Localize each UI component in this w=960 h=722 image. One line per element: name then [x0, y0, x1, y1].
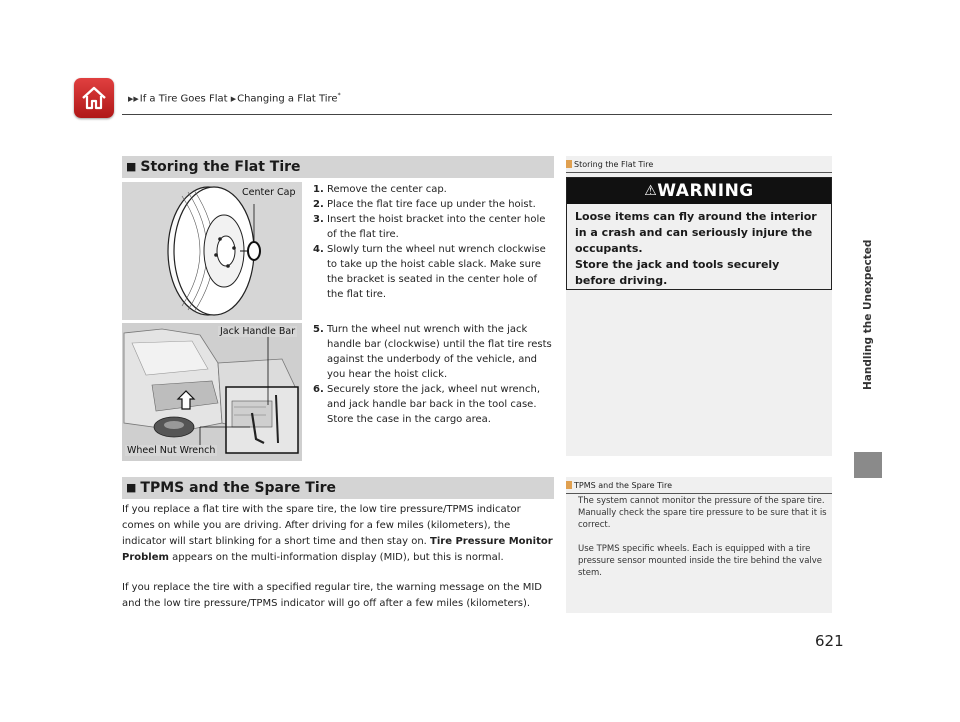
tpms-problem-message: Tire Pressure Monitor Problem	[122, 536, 553, 563]
chapter-tab-marker[interactable]	[854, 452, 882, 478]
home-icon	[80, 84, 108, 112]
square-bullet-icon: ■	[126, 160, 137, 173]
square-bullet-icon: ■	[126, 481, 137, 494]
tpms-note-text: The system cannot monitor the pressure of the spare tire. Manually check the spare tire pressure to be sure that it is correct. Use TPMS specific wheels. Each is equipped with a tire pressure sensor mounted inside the tire behind the valve stem.	[578, 496, 827, 578]
step-item: 5. Turn the wheel nut wrench with the jack handle bar (clockwise) until the flat tire rests against the underbody of the vehicle, and you hear the hoist click.	[313, 324, 552, 380]
side-note-divider	[566, 493, 832, 494]
tpms-paragraph-1: If you replace a flat tire with the spare tire, the low tire pressure/TPMS indicator comes on while you are driving. After driving for a few miles (kilometers), the indicator will start blinking for a short time and then stay on. Tire Pressure Monitor Problem appears on the multi-information display (MID), but this is normal.	[122, 504, 553, 563]
breadcrumb-item-current: Changing a Flat Tire	[237, 93, 338, 105]
step-item: 1. Remove the center cap.	[313, 184, 447, 195]
warning-body: Loose items can fly around the interior in a crash and can seriously injure the occupants. Store the jack and tools securely before driving.	[575, 210, 817, 287]
home-button[interactable]	[74, 78, 114, 118]
tpms-paragraph-2: If you replace the tire with a specified regular tire, the warning message on the MID and the low tire pressure/TPMS indicator will go off after a few miles (kilometers).	[122, 582, 542, 609]
side-note-title: Storing the Flat Tire	[566, 160, 653, 169]
steps-list-lower	[313, 322, 553, 427]
side-note-title: TPMS and the Spare Tire	[566, 481, 672, 490]
cargo-tools-illustration	[122, 323, 302, 461]
step-item: 2. Place the flat tire face up under the hoist.	[313, 199, 536, 210]
page-number: 621	[815, 632, 844, 650]
section-title: Storing the Flat Tire	[140, 159, 301, 175]
tire-illustration	[122, 182, 302, 320]
warning-header: ⚠WARNING	[567, 178, 831, 204]
section-header-storing	[122, 156, 554, 178]
wheel-nut-wrench-label: Wheel Nut Wrench	[127, 445, 216, 456]
step-item: 6. Securely store the jack, wheel nut wrench, and jack handle bar back in the tool case. Store the case in the cargo area.	[313, 384, 540, 425]
header-divider	[122, 114, 832, 115]
cargo-drawing	[122, 323, 302, 461]
breadcrumb-arrow-icon: ▶▶	[128, 95, 139, 104]
warning-triangle-icon: ⚠	[644, 183, 658, 199]
note-reference-icon	[566, 481, 572, 489]
note-reference-icon	[566, 160, 572, 168]
step-item: 4. Slowly turn the wheel nut wrench clockwise to take up the hoist cable slack. Make sure the bracket is seated in the center hole of the flat tire.	[313, 244, 546, 300]
center-cap-label: Center Cap	[242, 187, 296, 198]
breadcrumb-arrow-icon: ▶	[230, 95, 237, 104]
steps-list-upper	[313, 182, 553, 302]
warning-box	[566, 177, 832, 290]
breadcrumb-item[interactable]: If a Tire Goes Flat	[139, 93, 228, 105]
step-item: 3. Insert the hoist bracket into the center hole of the flat tire.	[313, 214, 546, 240]
breadcrumb-marker: *	[337, 92, 341, 99]
side-note-divider	[566, 172, 832, 173]
section-title: TPMS and the Spare Tire	[140, 480, 337, 496]
jack-handle-bar-label: Jack Handle Bar	[220, 326, 296, 337]
tire-drawing	[122, 182, 302, 320]
breadcrumb	[128, 92, 341, 104]
chapter-tab-label[interactable]: Handling the Unexpected	[862, 239, 874, 391]
section-header-tpms	[122, 477, 554, 499]
